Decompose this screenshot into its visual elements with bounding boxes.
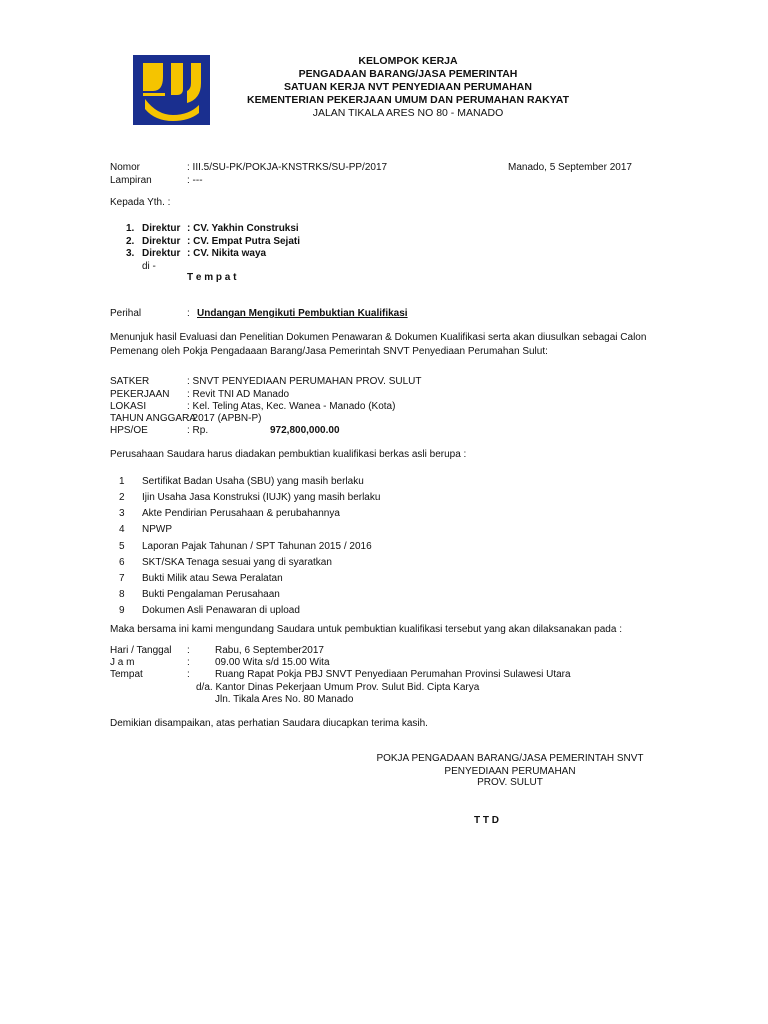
list-item-num: 8	[119, 589, 125, 600]
project-label: PEKERJAAN	[110, 389, 170, 400]
invite-text: Maka bersama ini kami mengundang Saudara untuk pembuktian kualifikasi tersebut yang akan dilaksanakan pada :	[110, 624, 622, 635]
perihal-colon: :	[187, 308, 190, 319]
hps-amount: 972,800,000.00	[270, 425, 340, 436]
recipient-role: Direktur	[142, 236, 181, 247]
list-item-num: 3	[119, 508, 125, 519]
jam-label: J a m	[110, 657, 135, 668]
list-item-text: Bukti Pengalaman Perusahaan	[142, 589, 280, 600]
nomor-value: : III.5/SU-PK/POKJA-KNSTRKS/SU-PP/2017	[187, 162, 388, 173]
recipient-role: Direktur	[142, 248, 181, 259]
jam-value: 09.00 Wita s/d 15.00 Wita	[215, 657, 330, 668]
hari-label: Hari / Tanggal	[110, 645, 172, 656]
recipient-name: : CV. Empat Putra Sejati	[187, 236, 300, 247]
project-label: SATKER	[110, 376, 150, 387]
project-label: TAHUN ANGGARA	[110, 413, 196, 424]
list-item-text: SKT/SKA Tenaga sesuai yang di syaratkan	[142, 557, 332, 568]
nomor-label: Nomor	[110, 162, 141, 173]
di-label: di -	[142, 261, 156, 272]
list-item-text: Dokumen Asli Penawaran di upload	[142, 605, 300, 616]
letterhead-address: JALAN TIKALA ARES NO 80 - MANADO	[312, 107, 504, 119]
closing-text: Demikian disampaikan, atas perhatian Saudara diucapkan terima kasih.	[110, 718, 428, 729]
recipient-name: : CV. Yakhin Construksi	[187, 223, 299, 234]
hari-value: Rabu, 6 September2017	[215, 645, 324, 656]
recipient-num: 3.	[126, 248, 135, 259]
recipient-num: 2.	[126, 236, 135, 247]
perihal-label: Perihal	[110, 308, 142, 319]
kepada-label: Kepada Yth. :	[110, 197, 171, 208]
letterhead-line-4: KEMENTERIAN PEKERJAAN UMUM DAN PERUMAHAN RAKYAT	[246, 94, 569, 106]
project-label: LOKASI	[110, 401, 147, 412]
list-item-text: Laporan Pajak Tahunan / SPT Tahunan 2015 / 2016	[142, 541, 372, 552]
perihal-value: Undangan Mengikuti Pembuktian Kualifikasi	[197, 308, 408, 319]
project-value: : Rp.	[187, 425, 209, 436]
jam-colon: :	[187, 657, 190, 668]
list-item-text: NPWP	[142, 524, 172, 535]
recipient-name: : CV. Nikita waya	[187, 248, 267, 259]
project-value: : 2017 (APBN-P)	[187, 413, 262, 424]
list-item-text: Ijin Usaha Jasa Konstruksi (IUJK) yang masih berlaku	[142, 492, 381, 503]
project-value: : Kel. Teling Atas, Kec. Wanea - Manado (Kota)	[187, 401, 396, 412]
list-item-num: 9	[119, 605, 125, 616]
signature-line-2: PENYEDIAAN PERUMAHAN	[444, 766, 576, 777]
letterhead-line-3: SATUAN KERJA NVT PENYEDIAAN PERUMAHAN	[284, 81, 532, 93]
tempat-sched-colon: :	[187, 669, 190, 680]
tempat-label: T e m p a t	[187, 272, 237, 283]
lampiran-value: : ---	[187, 175, 203, 186]
list-item-num: 7	[119, 573, 125, 584]
project-label: HPS/OE	[110, 425, 148, 436]
intro-line-2: Pemenang oleh Pokja Pengadaaan Barang/Jasa Pemerintah SNVT Penyediaan Perumahan Sulut:	[110, 346, 548, 357]
intro-line-1: Menunjuk hasil Evaluasi dan Penelitian Dokumen Penawaran & Dokumen Kualifikasi serta akan diusulkan sebagai Calon	[110, 332, 647, 343]
tempat-sched-value: Ruang Rapat Pokja PBJ SNVT Penyediaan Perumahan Provinsi Sulawesi Utara	[215, 669, 571, 680]
list-item-num: 6	[119, 557, 125, 568]
requirement-intro: Perusahaan Saudara harus diadakan pembuktian kualifikasi berkas asli berupa :	[110, 449, 467, 460]
project-value: : Revit TNI AD Manado	[187, 389, 290, 400]
list-item-text: Bukti Milik atau Sewa Peralatan	[142, 573, 283, 584]
signature-line-3: PROV. SULUT	[477, 777, 543, 788]
signature-line-1: POKJA PENGADAAN BARANG/JASA PEMERINTAH SNVT	[376, 753, 644, 764]
tempat-sched-label: Tempat	[110, 669, 143, 680]
tempat-sched-address: d/a. Kantor Dinas Pekerjaan Umum Prov. Sulut Bid. Cipta Karya	[196, 682, 480, 693]
place-date: Manado, 5 September 2017	[508, 162, 632, 173]
list-item-num: 5	[119, 541, 125, 552]
list-item-text: Akte Pendirian Perusahaan & perubahannya	[142, 508, 340, 519]
pupr-logo	[133, 55, 210, 125]
project-value: : SNVT PENYEDIAAN PERUMAHAN PROV. SULUT	[187, 376, 422, 387]
list-item-num: 4	[119, 524, 125, 535]
lampiran-label: Lampiran	[110, 175, 152, 186]
letterhead-line-2: PENGADAAN BARANG/JASA PEMERINTAH	[298, 68, 518, 80]
list-item-num: 1	[119, 476, 125, 487]
tempat-sched-street: Jln. Tikala Ares No. 80 Manado	[215, 694, 354, 705]
list-item-text: Sertifikat Badan Usaha (SBU) yang masih berlaku	[142, 476, 364, 487]
ttd-mark: T T D	[474, 815, 499, 826]
recipient-role: Direktur	[142, 223, 181, 234]
recipient-num: 1.	[126, 223, 135, 234]
list-item-num: 2	[119, 492, 125, 503]
hari-colon: :	[187, 645, 190, 656]
letterhead-line-1: KELOMPOK KERJA	[358, 55, 458, 67]
